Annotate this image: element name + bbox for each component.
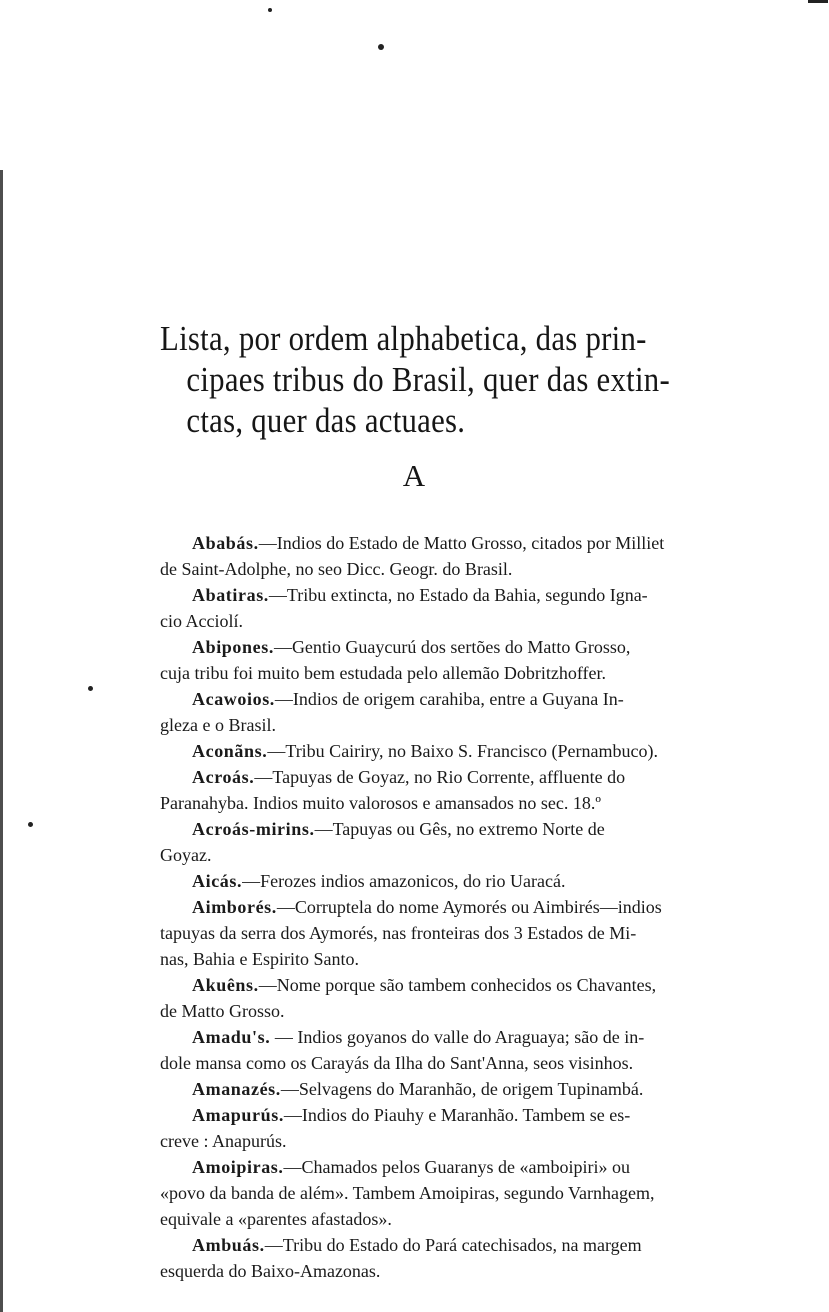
tribe-name: Akuêns. — [192, 975, 259, 995]
entry-text: cuja tribu foi muito bem estudada pelo allemão Dobritzhoffer. — [160, 663, 607, 683]
tribe-entry — [160, 686, 742, 738]
entry-line — [160, 634, 742, 660]
entry-line — [160, 894, 742, 920]
entry-line — [160, 842, 742, 868]
title-line: cipaes tribus do Brasil, quer das extin- — [186, 360, 670, 399]
entry-line — [160, 660, 742, 686]
page-title — [160, 318, 688, 441]
entry-line — [160, 1102, 742, 1128]
entry-line — [160, 946, 742, 972]
entry-text: —Chamados pelos Guaranys de «amboipiri» ou — [283, 1157, 630, 1177]
entry-line — [160, 816, 742, 842]
entry-text: esquerda do Baixo-Amazonas. — [160, 1261, 381, 1281]
tribe-entry — [160, 1154, 742, 1232]
tribe-entry — [160, 1076, 742, 1102]
entry-text: —Tribu do Estado do Pará catechisados, na margem — [264, 1235, 642, 1255]
tribe-name: Acroás. — [192, 767, 255, 787]
entry-line — [160, 738, 742, 764]
entry-line — [160, 530, 742, 556]
tribe-name: Aicás. — [192, 871, 243, 891]
entry-text: —Selvagens do Maranhão, de origem Tupinambá. — [280, 1079, 644, 1099]
entry-text: dole mansa como os Carayás da Ilha do Sant'Anna, seos visinhos. — [160, 1053, 634, 1073]
entry-line — [160, 790, 742, 816]
entry-text: de Saint-Adolphe, no seo Dicc. Geogr. do Brasil. — [160, 559, 513, 579]
tribe-entry — [160, 816, 742, 868]
tribe-entry — [160, 582, 742, 634]
entry-text: —Indios do Estado de Matto Grosso, citados por Milliet — [258, 533, 665, 553]
entry-text: cio Acciolí. — [160, 611, 243, 631]
entry-line — [160, 998, 742, 1024]
entry-line — [160, 1050, 742, 1076]
entry-line — [160, 1206, 742, 1232]
tribe-entry — [160, 894, 742, 972]
tribe-name: Abatiras. — [192, 585, 269, 605]
scan-speck — [808, 0, 828, 3]
entry-text: —Nome porque são tambem conhecidos os Chavantes, — [258, 975, 657, 995]
entry-line — [160, 868, 742, 894]
entry-text: —Indios de origem carahiba, entre a Guyana In- — [274, 689, 624, 709]
tribe-entry — [160, 1232, 742, 1284]
entry-text: equivale a «parentes afastados». — [160, 1209, 392, 1229]
entry-line — [160, 1258, 742, 1284]
scan-speck — [268, 8, 272, 12]
entry-text: —Gentio Guaycurú dos sertões do Matto Grosso, — [273, 637, 631, 657]
entry-text: nas, Bahia e Espirito Santo. — [160, 949, 359, 969]
entry-text: de Matto Grosso. — [160, 1001, 285, 1021]
entry-line — [160, 764, 742, 790]
entry-line — [160, 556, 742, 582]
tribe-name: Aconãns. — [192, 741, 268, 761]
entry-line — [160, 712, 742, 738]
tribe-name: Amapurús. — [192, 1105, 284, 1125]
entry-text: — Indios goyanos do valle do Araguaya; são de in- — [270, 1027, 645, 1047]
scan-speck — [378, 44, 384, 50]
tribe-name: Abipones. — [192, 637, 274, 657]
tribe-entry — [160, 972, 742, 1024]
entry-text: —Ferozes indios amazonicos, do rio Uaracá. — [242, 871, 566, 891]
entry-line — [160, 920, 742, 946]
scan-speck — [28, 822, 33, 827]
entry-text: Paranahyba. Indios muito valorosos e amansados no sec. 18.º — [160, 793, 601, 813]
title-line: ctas, quer das actuaes. — [186, 401, 466, 440]
entry-line — [160, 972, 742, 998]
scan-speck — [88, 686, 93, 691]
scan-edge-line — [0, 170, 3, 1312]
tribe-entry — [160, 634, 742, 686]
entry-line — [160, 1076, 742, 1102]
entry-text: —Tribu extincta, no Estado da Bahia, segundo Igna- — [268, 585, 648, 605]
entry-text: Goyaz. — [160, 845, 212, 865]
entry-text: —Tribu Cairiry, no Baixo S. Francisco (Pernambuco). — [267, 741, 658, 761]
tribe-name: Aimborés. — [192, 897, 277, 917]
tribe-entry — [160, 1024, 742, 1076]
entry-text: creve : Anapurús. — [160, 1131, 287, 1151]
tribe-name: Acawoios. — [192, 689, 275, 709]
entry-line — [160, 1232, 742, 1258]
entry-text: —Corruptela do nome Aymorés ou Aimbirés—indios — [276, 897, 662, 917]
title-line: Lista, por ordem alphabetica, das prin- — [160, 319, 647, 358]
entry-line — [160, 686, 742, 712]
entry-text: —Indios do Piauhy e Maranhão. Tambem se es- — [283, 1105, 631, 1125]
entry-line — [160, 582, 742, 608]
tribe-name: Amoipiras. — [192, 1157, 284, 1177]
tribe-entry — [160, 530, 742, 582]
tribe-name: Ambuás. — [192, 1235, 265, 1255]
tribe-entry — [160, 868, 742, 894]
entry-line — [160, 608, 742, 634]
entry-text: tapuyas da serra dos Aymorés, nas fronteiras dos 3 Estados de Mi- — [160, 923, 637, 943]
tribe-list — [160, 530, 742, 1284]
tribe-name: Acroás-mirins. — [192, 819, 315, 839]
tribe-name: Amadu's. — [192, 1027, 271, 1047]
entry-text: gleza e o Brasil. — [160, 715, 276, 735]
tribe-name: Amanazés. — [192, 1079, 281, 1099]
tribe-entry — [160, 764, 742, 816]
tribe-entry — [160, 1102, 742, 1154]
entry-text: «povo da banda de além». Tambem Amoipiras, segundo Varnhagem, — [160, 1183, 655, 1203]
entry-line — [160, 1128, 742, 1154]
tribe-name: Ababás. — [192, 533, 259, 553]
entry-text: —Tapuyas de Goyaz, no Rio Corrente, affluente do — [254, 767, 626, 787]
tribe-entry — [160, 738, 742, 764]
section-letter: A — [402, 458, 427, 493]
entry-text: —Tapuyas ou Gês, no extremo Norte de — [314, 819, 605, 839]
entry-line — [160, 1024, 742, 1050]
entry-line — [160, 1180, 742, 1206]
entry-line — [160, 1154, 742, 1180]
